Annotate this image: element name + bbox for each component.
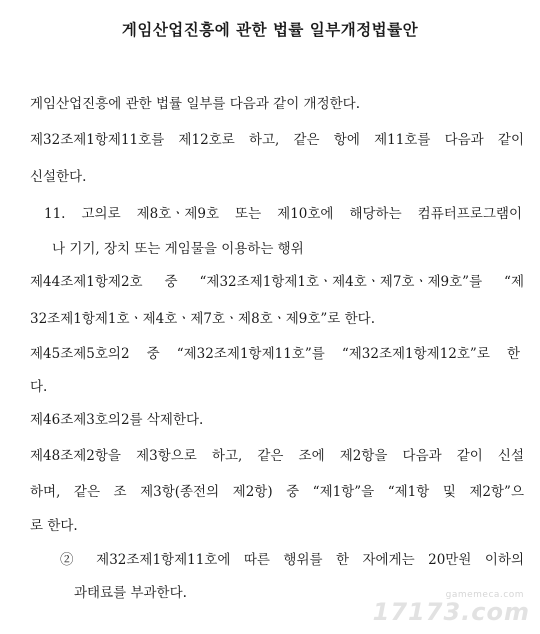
subclause-line-1: 11. 고의로 제8호ㆍ제9호 또는 제10호에 해당하는 컴퓨터프로그램이 bbox=[44, 206, 522, 222]
watermark-small-text: gamemeca.com bbox=[445, 590, 524, 600]
subclause-line-2: 나 기기, 장치 또는 게임물을 이용하는 행위 bbox=[52, 241, 304, 257]
body-line-6: 제44조제1항제2호 중 “제32조제1항제1호ㆍ제4호ㆍ제7호ㆍ제9호”를 “제 bbox=[30, 274, 524, 290]
body-line-13: 로 한다. bbox=[30, 518, 78, 534]
body-line-10: 제46조제3호의2를 삭제한다. bbox=[30, 412, 204, 428]
clause-line-1: ② 제32조제1항제11호에 따른 행위를 한 자에게는 20만원 이하의 bbox=[60, 552, 524, 568]
clause-line-2: 과태료를 부과한다. bbox=[74, 585, 187, 601]
watermark-logo-text: 17173.com bbox=[372, 598, 530, 626]
body-line-11: 제48조제2항을 제3항으로 하고, 같은 조에 제2항을 다음과 같이 신설 bbox=[30, 448, 524, 464]
body-line-3: 신설한다. bbox=[30, 169, 87, 185]
body-line-9: 다. bbox=[30, 379, 48, 395]
body-line-2: 제32조제1항제11호를 제12호로 하고, 같은 항에 제11호를 다음과 같이 bbox=[30, 132, 524, 148]
body-line-1: 게임산업진흥에 관한 법률 일부를 다음과 같이 개정한다. bbox=[30, 96, 360, 112]
document-title: 게임산업진흥에 관한 법률 일부개정법률안 bbox=[121, 20, 419, 39]
body-line-7: 32조제1항제1호ㆍ제4호ㆍ제7호ㆍ제8호ㆍ제9호”로 한다. bbox=[30, 311, 376, 327]
body-line-8: 제45조제5호의2 중 “제32조제1항제11호”를 “제32조제1항제12호”로 한 bbox=[30, 346, 520, 362]
body-line-12: 하며, 같은 조 제3항(종전의 제2항) 중 “제1항”을 “제1항 및 제2항”으 bbox=[30, 484, 524, 500]
